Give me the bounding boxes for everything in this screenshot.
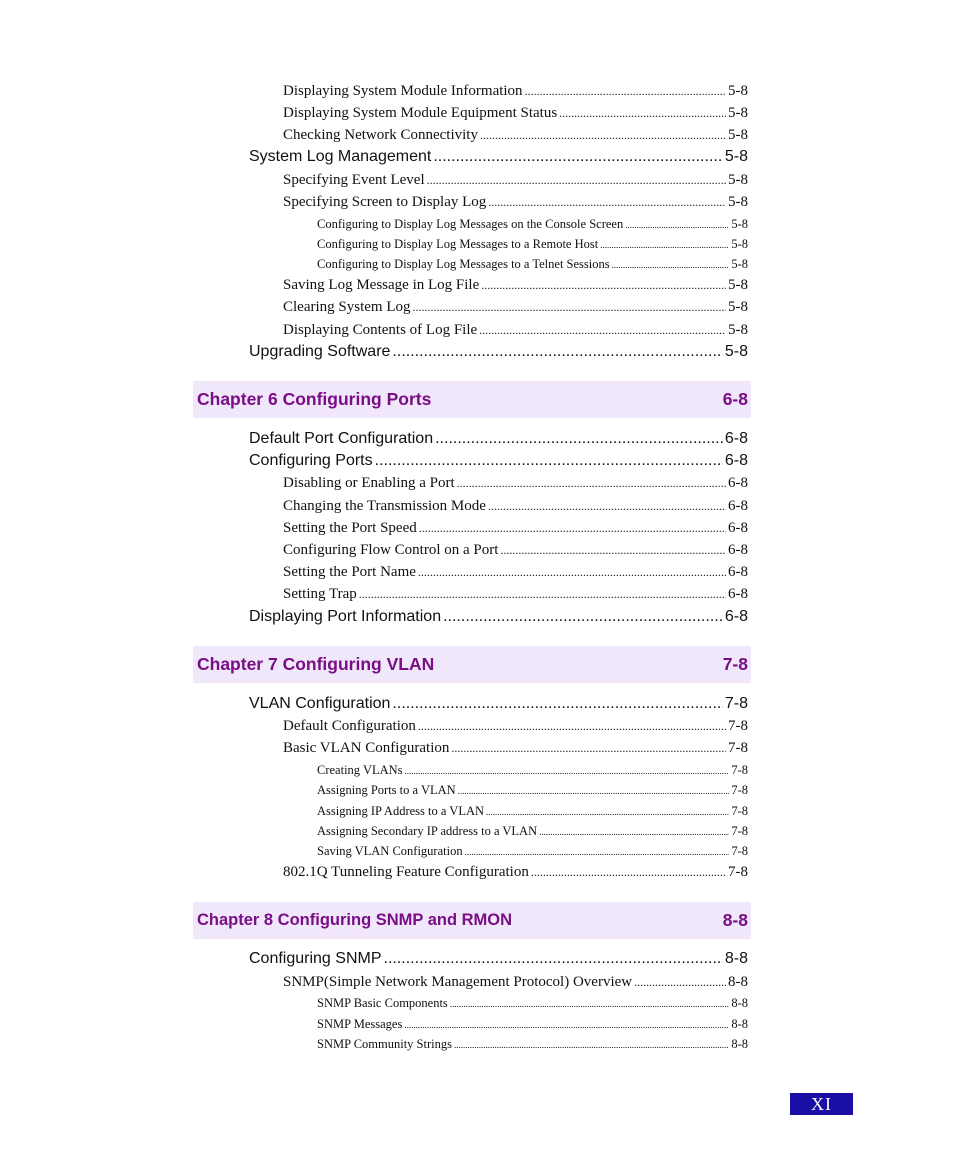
toc-leader [392,343,722,361]
toc-entry-title: Displaying System Module Information [283,83,523,99]
toc-entry-title: Displaying Port Information [249,608,442,625]
toc-leader [625,217,729,232]
chapter-heading-8[interactable] [193,902,751,939]
toc-entry-page: 7-8 [731,824,748,838]
toc-entry[interactable] [317,217,748,232]
toc-leader [479,322,726,339]
toc-leader [451,740,726,757]
toc-entry-title: Configuring Flow Control on a Port [283,542,499,558]
toc-entry-page: 6-8 [728,542,748,558]
toc-leader [539,824,729,839]
toc-entry-page: 8-8 [731,996,748,1010]
toc-entry-title: Creating VLANs [317,763,403,777]
toc-entry[interactable] [283,172,748,189]
toc-leader [488,498,726,515]
toc-entry[interactable] [249,343,748,361]
toc-leader [500,542,726,559]
toc-entry[interactable] [317,804,748,819]
toc-entry[interactable] [283,974,748,991]
toc-leader [458,783,730,798]
toc-entry-page: 7-8 [728,718,748,734]
toc-entry-page: 5-8 [728,105,748,121]
toc-entry-title: Specifying Event Level [283,172,425,188]
chapter-page: 8-8 [722,910,748,930]
toc-entry-title: Basic VLAN Configuration [283,740,450,756]
toc-entry-title: SNMP(Simple Network Management Protocol) Overview [283,974,633,990]
chapter-page: 6-8 [722,389,748,409]
toc-entry-title: Setting the Port Name [283,564,416,580]
toc-leader [443,608,723,626]
toc-entry-title: Assigning IP Address to a VLAN [317,804,485,818]
toc-entry-page: 6-8 [728,586,748,602]
toc-entry[interactable] [249,430,748,448]
toc-leader [612,257,730,272]
toc-entry-page: 6-8 [728,520,748,536]
chapter-page: 7-8 [722,654,748,674]
page-number-badge: XI [790,1093,853,1115]
toc-entry-title: Configuring to Display Log Messages on the Console Screen [317,217,624,231]
toc-entry-title: Configuring to Display Log Messages to a Remote Host [317,237,599,251]
toc-entry[interactable] [317,237,748,252]
toc-entry-page: 5-8 [728,299,748,315]
toc-entry[interactable] [317,1017,748,1032]
toc-entry-title: Setting the Port Speed [283,520,417,536]
toc-leader [600,237,729,252]
toc-leader [375,452,723,470]
toc-entry-title: SNMP Basic Components [317,996,448,1010]
toc-entry-title: Saving VLAN Configuration [317,844,463,858]
toc-entry[interactable] [283,542,748,559]
toc-entry[interactable] [283,127,748,144]
toc-entry[interactable] [283,498,748,515]
chapter-heading-6[interactable] [193,381,751,418]
toc-entry-title: 802.1Q Tunneling Feature Configuration [283,864,529,880]
toc-entry-title: Default Configuration [283,718,416,734]
toc-entry-title: Assigning Ports to a VLAN [317,783,456,797]
toc-entry[interactable] [283,564,748,581]
toc-entry[interactable] [317,996,748,1011]
toc-entry[interactable] [283,277,748,294]
toc-leader [359,586,726,603]
toc-entry-title: Displaying System Module Equipment Status [283,105,558,121]
toc-entry-title: Upgrading Software [249,343,391,360]
toc-entry-page: 5-8 [731,217,748,231]
toc-entry[interactable] [317,763,748,778]
toc-entry[interactable] [283,194,748,211]
toc-entry-title: Disabling or Enabling a Port [283,475,455,491]
chapter-heading-7[interactable] [193,646,751,683]
toc-entry-title: Saving Log Message in Log File [283,277,480,293]
toc-entry-page: 7-8 [731,804,748,818]
toc-leader [481,277,726,294]
toc-leader [405,763,730,778]
toc-entry-title: Changing the Transmission Mode [283,498,486,514]
toc-entry-page: 5-8 [731,257,748,271]
toc-leader [418,564,726,581]
toc-entry-title: Configuring Ports [249,452,373,469]
toc-leader [486,804,729,819]
toc-leader [384,950,723,968]
toc-entry[interactable] [283,864,748,881]
toc-leader [404,1017,729,1032]
toc-entry-page: 5-8 [728,83,748,99]
toc-entry[interactable] [283,299,748,316]
toc-leader [435,430,723,448]
toc-entry[interactable] [249,452,748,470]
toc-entry[interactable] [317,257,748,272]
toc-entry-page: 7-8 [731,763,748,777]
toc-entry[interactable] [283,83,748,100]
chapter-title: Chapter 6 Configuring Ports [197,389,432,409]
toc-entry-page: 7-8 [728,740,748,756]
toc-entry-title: Setting Trap [283,586,357,602]
toc-entry-page: 8-8 [724,950,748,967]
toc-leader [392,695,722,713]
toc-entry-page: 6-8 [728,498,748,514]
toc-entry[interactable] [283,586,748,603]
toc-entry[interactable] [249,608,748,626]
chapter-title: Chapter 7 Configuring VLAN [197,654,435,674]
toc-entry[interactable] [249,950,748,968]
toc-entry-page: 5-8 [731,237,748,251]
toc-entry-page: 7-8 [724,695,748,712]
toc-entry-page: 5-8 [728,322,748,338]
toc-entry-page: 6-8 [728,564,748,580]
toc-leader [525,83,726,100]
toc-entry-page: 7-8 [731,783,748,797]
toc-entry[interactable] [283,475,748,492]
toc-entry[interactable] [283,520,748,537]
toc-entry-page: 6-8 [724,608,748,625]
toc-leader [454,1037,729,1052]
toc-leader [413,299,727,316]
toc-entry-title: System Log Management [249,148,432,165]
toc-entry[interactable] [283,105,748,122]
toc-entry-title: Checking Network Connectivity [283,127,478,143]
toc-leader [488,194,726,211]
toc-entry[interactable] [317,844,748,859]
toc-entry[interactable] [317,783,748,798]
toc-entry-page: 7-8 [731,844,748,858]
toc-leader [418,718,726,735]
toc-entry-page: 5-8 [728,127,748,143]
toc-entry-title: SNMP Community Strings [317,1037,452,1051]
toc-leader [419,520,726,537]
toc-entry-page: 8-8 [731,1037,748,1051]
toc-entry[interactable] [249,695,748,713]
toc-entry-page: 5-8 [724,343,748,360]
toc-entry[interactable] [283,740,748,757]
toc-entry[interactable] [283,322,748,339]
toc-entry-title: Clearing System Log [283,299,411,315]
toc-entry-page: 6-8 [728,475,748,491]
toc-entry-page: 5-8 [728,172,748,188]
toc-entry[interactable] [283,718,748,735]
toc-leader [450,996,730,1011]
toc-leader [480,127,726,144]
toc-entry-page: 7-8 [728,864,748,880]
toc-entry[interactable] [317,824,748,839]
toc-entry-page: 6-8 [724,452,748,469]
toc-entry-title: Specifying Screen to Display Log [283,194,487,210]
toc-leader [465,844,730,859]
toc-leader [427,172,726,189]
toc-leader [531,864,726,881]
toc-entry-page: 5-8 [724,148,748,165]
toc-entry-title: Default Port Configuration [249,430,434,447]
toc-leader [457,475,726,492]
toc-entry-title: Configuring SNMP [249,950,382,967]
toc-entry-page: 8-8 [731,1017,748,1031]
toc-entry-title: Configuring to Display Log Messages to a Telnet Sessions [317,257,610,271]
toc-leader [433,148,723,166]
toc-leader [634,974,726,991]
toc-leader [559,105,726,122]
toc-entry-page: 8-8 [728,974,748,990]
chapter-title: Chapter 8 Configuring SNMP and RMON [197,911,513,929]
toc-entry-page: 5-8 [728,194,748,210]
toc-entry-title: SNMP Messages [317,1017,403,1031]
toc-entry-page: 6-8 [724,430,748,447]
toc-entry[interactable] [317,1037,748,1052]
toc-entry-title: VLAN Configuration [249,695,391,712]
toc-entry-title: Displaying Contents of Log File [283,322,478,338]
toc-entry[interactable] [249,148,748,166]
toc-entry-title: Assigning Secondary IP address to a VLAN [317,824,538,838]
toc-entry-page: 5-8 [728,277,748,293]
